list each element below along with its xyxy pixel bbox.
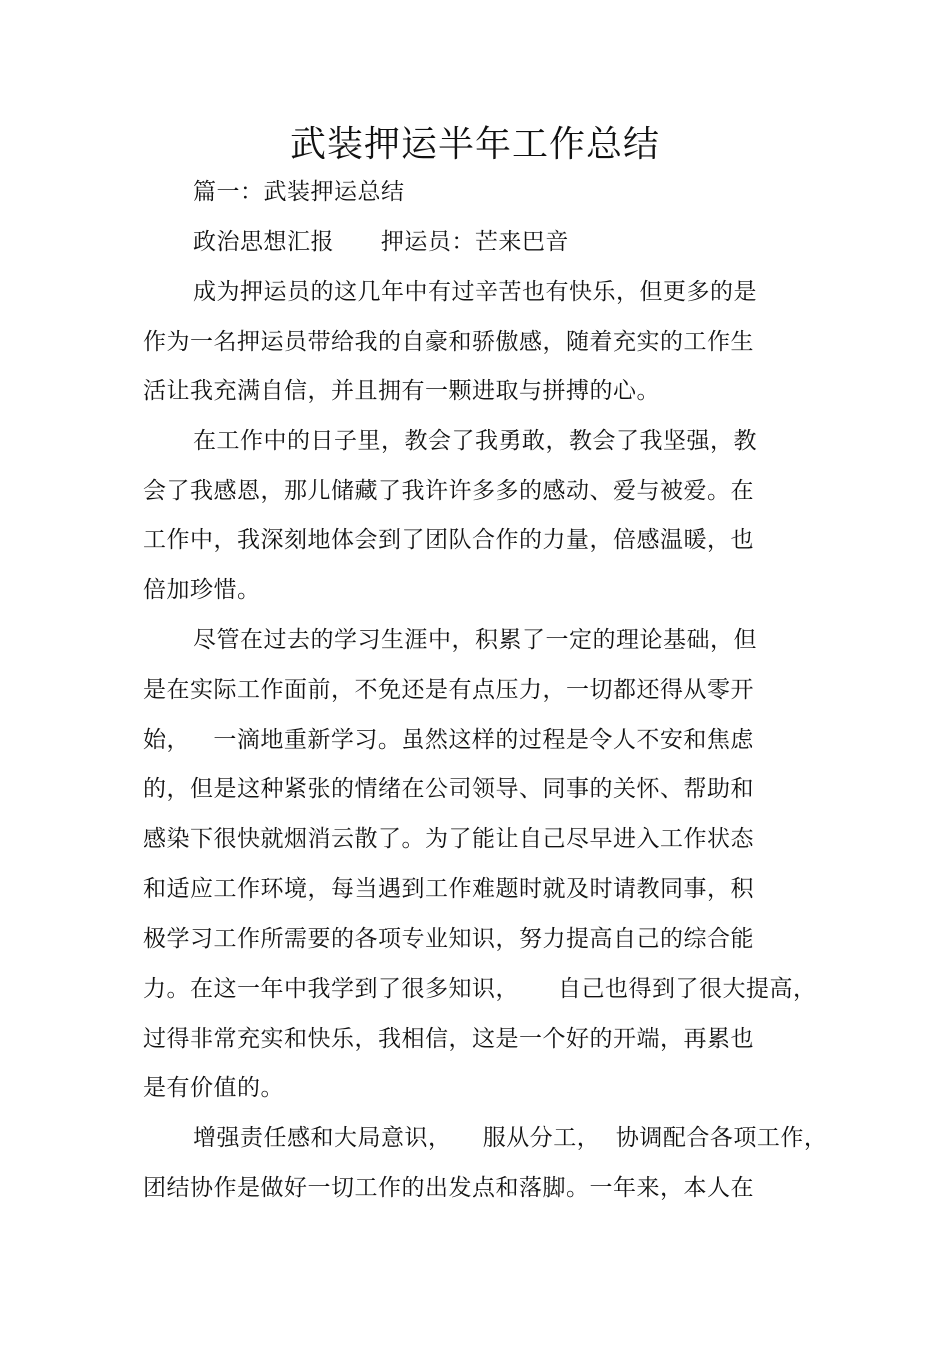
report-heading: 政治思想汇报 押运员：芒来巴音: [193, 229, 569, 255]
paragraph-line: 增强责任感和大局意识， 服从分工， 协调配合各项工作，: [193, 1125, 828, 1151]
paragraph-line: 成为押运员的这几年中有过辛苦也有快乐，但更多的是: [193, 279, 757, 305]
paragraph-line: 是在实际工作面前，不免还是有点压力，一切都还得从零开: [143, 677, 754, 703]
section-heading: 篇一：武装押运总结: [193, 179, 405, 205]
paragraph-line: 尽管在过去的学习生涯中，积累了一定的理论基础，但: [193, 627, 757, 653]
paragraph-line: 感染下很快就烟消云散了。为了能让自己尽早进入工作状态: [143, 826, 754, 852]
paragraph-line: 始， 一滴地重新学习。虽然这样的过程是令人不安和焦虑: [143, 727, 754, 753]
paragraph-line: 极学习工作所需要的各项专业知识，努力提高自己的综合能: [143, 926, 754, 952]
paragraph-line: 的，但是这种紧张的情绪在公司领导、同事的关怀、帮助和: [143, 776, 754, 802]
paragraph-line: 过得非常充实和快乐，我相信，这是一个好的开端，再累也: [143, 1026, 754, 1052]
paragraph-line: 会了我感恩，那儿储藏了我许许多多的感动、爱与被爱。在: [143, 478, 754, 504]
paragraph-line: 力。在这一年中我学到了很多知识， 自己也得到了很大提高，: [143, 976, 817, 1002]
document-title: 武装押运半年工作总结: [289, 124, 660, 165]
paragraph-line: 在工作中的日子里，教会了我勇敢，教会了我坚强，教: [193, 428, 757, 454]
paragraph-line: 活让我充满自信，并且拥有一颗进取与拼搏的心。: [143, 378, 660, 404]
paragraph-line: 是有价值的。: [143, 1075, 284, 1101]
paragraph-line: 工作中，我深刻地体会到了团队合作的力量，倍感温暖，也: [143, 527, 754, 553]
paragraph-line: 和适应工作环境，每当遇到工作难题时就及时请教同事，积: [143, 876, 754, 902]
paragraph-line: 团结协作是做好一切工作的出发点和落脚。一年来，本人在: [143, 1175, 754, 1201]
paragraph-line: 倍加珍惜。: [143, 577, 261, 603]
paragraph-line: 作为一名押运员带给我的自豪和骄傲感，随着充实的工作生: [143, 329, 754, 355]
